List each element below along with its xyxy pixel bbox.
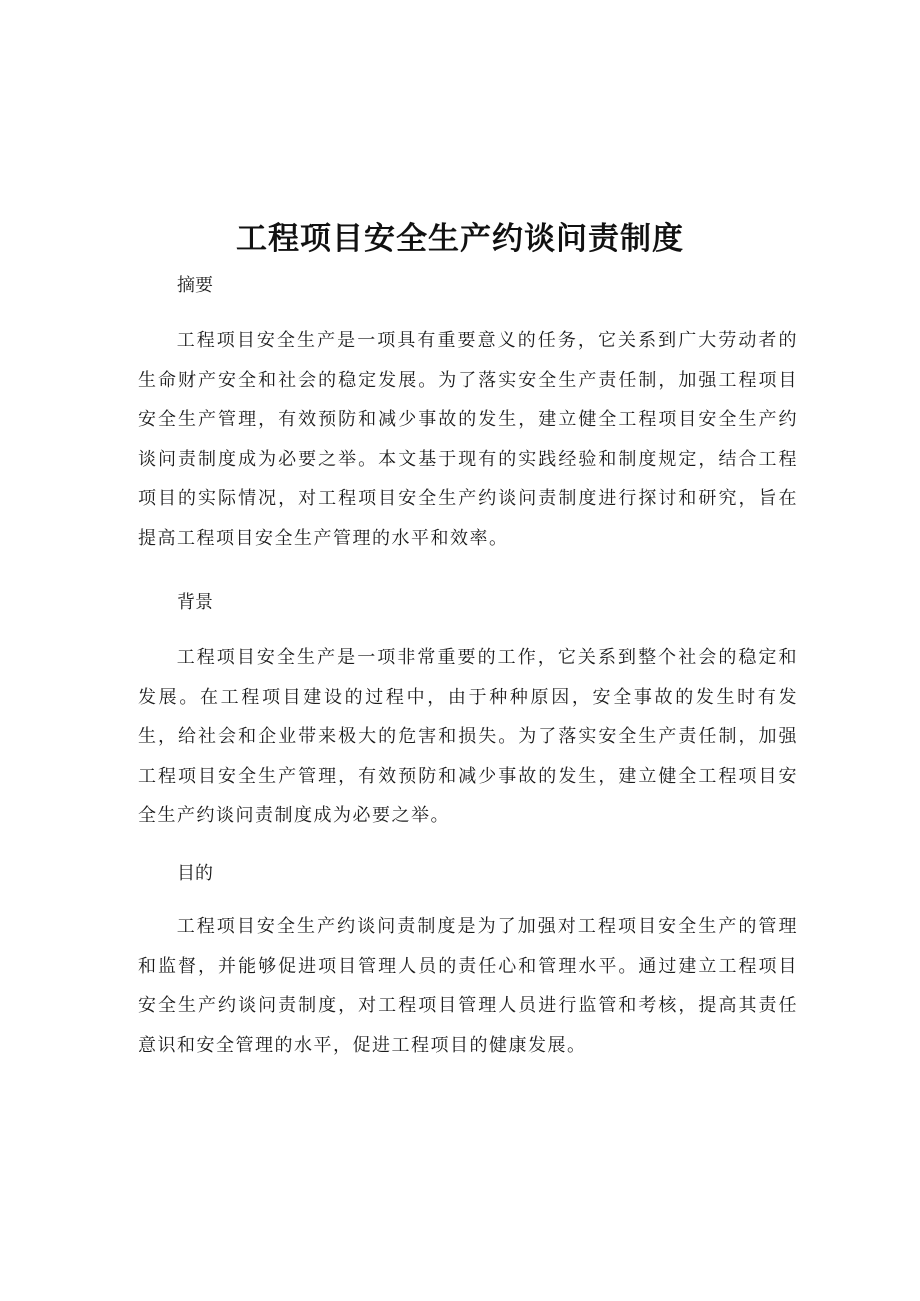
- abstract-section-heading-block: [138, 272, 798, 300]
- background-paragraph: 工程项目安全生产是一项非常重要的工作，它关系到整个社会的稳定和发展。在工程项目建设的过程中，由于种种原因，安全事故的发生时有发生，给社会和企业带来极大的危害和损失。为了落实安全生产责任制，加强工程项目安全生产管理，有效预防和减少事故的发生，建立健全工程项目安全生产约谈问责制度成为必要之举。: [138, 647, 798, 826]
- purpose-section-body: [138, 907, 798, 1065]
- document-title: 工程项目安全生产约谈问责制度: [236, 221, 684, 257]
- purpose-paragraph: 工程项目安全生产约谈问责制度是为了加强对工程项目安全生产的管理和监督，并能够促进项目管理人员的责任心和管理水平。通过建立工程项目安全生产约谈问责制度，对工程项目管理人员进行监管和考核，提高其责任意识和安全管理的水平，促进工程项目的健康发展。: [138, 916, 798, 1056]
- abstract-paragraph: 工程项目安全生产是一项具有重要意义的任务，它关系到广大劳动者的生命财产安全和社会的稳定发展。为了落实安全生产责任制，加强工程项目安全生产管理，有效预防和减少事故的发生，建立健全工程项目安全生产约谈问责制度成为必要之举。本文基于现有的实践经验和制度规定，结合工程项目的实际情况，对工程项目安全生产约谈问责制度进行探讨和研究，旨在提高工程项目安全生产管理的水平和效率。: [138, 330, 798, 549]
- background-section-heading-block: [138, 589, 798, 617]
- abstract-section-body: [138, 321, 798, 558]
- background-heading: 背景: [177, 592, 213, 613]
- background-section-body: [138, 638, 798, 836]
- purpose-section-heading-block: [138, 860, 798, 888]
- abstract-heading: 摘要: [177, 275, 213, 296]
- purpose-heading: 目的: [177, 863, 213, 884]
